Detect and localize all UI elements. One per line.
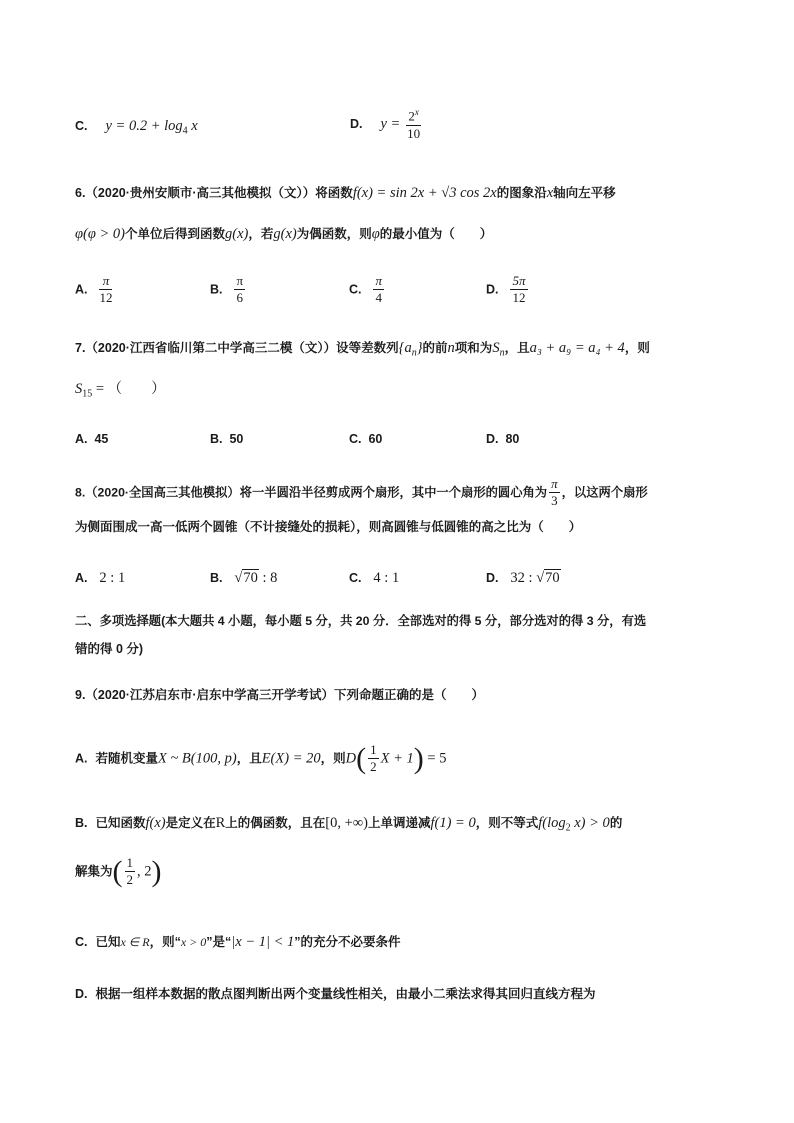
math-interval: [0, +∞)	[325, 815, 368, 831]
question-text: 的最小值为（ ）	[379, 227, 493, 241]
math-subscript: 2	[565, 822, 571, 834]
math-fraction	[373, 273, 384, 307]
fraction-numerator: 5π	[510, 273, 527, 290]
option-label: A.	[75, 282, 88, 297]
option-label: B.	[210, 571, 223, 585]
math-subscript: n	[411, 347, 417, 359]
q7-option-a	[75, 432, 108, 446]
option-text: 已知函数	[95, 816, 146, 830]
section-heading: 二、多项选择题(本大题共 4 小题，每小题 5 分，共 20 分．全部选对的得 5 分，部分选对的得 3 分，有选	[75, 614, 647, 628]
q9-stem: 9.（2020·江苏启东市·启东中学高三开学考试）下列命题正确的是（ ）	[75, 688, 485, 702]
option-text: ，则不等式	[475, 816, 539, 830]
option-text: ，则	[320, 751, 346, 766]
math-expression: g(x)	[225, 226, 249, 242]
option-text: 若随机变量	[95, 751, 158, 766]
sqrt-radicand: 70	[243, 570, 258, 586]
math-expression: E(X) = 20	[261, 750, 321, 767]
fraction-denominator: 2	[126, 872, 134, 888]
sqrt-radicand: 70	[545, 570, 560, 586]
q7-option-c	[349, 432, 382, 446]
q9-option-c	[75, 935, 401, 950]
option-label: A.	[75, 751, 88, 766]
option-label: C.	[349, 432, 362, 446]
option-label: A.	[75, 571, 88, 585]
left-paren: (	[112, 854, 123, 888]
math-expression: x) > 0	[570, 815, 610, 831]
q8-stem-line2: 为侧面围成一高一低两个圆锥（不计接缝处的损耗），则高圆锥与低圆锥的高之比为（ ）	[75, 520, 582, 534]
question-title: 6.（2020·贵州安顺市·高三其他模拟（文））将函数	[75, 186, 353, 200]
math-fraction	[368, 742, 379, 776]
option-text: ，且	[236, 751, 262, 766]
question-text: 为偶函数，则	[296, 227, 372, 241]
question-title: 8.（2020·全国高三其他模拟）将一半圆沿半径剪成两个扇形，其中一个扇形的圆心角为	[75, 485, 548, 500]
option-label: B.	[75, 816, 88, 830]
q9-option-a	[75, 742, 446, 776]
q5-option-d	[350, 107, 423, 142]
math-expression: f(x)	[145, 815, 166, 831]
q7-option-b	[210, 432, 243, 446]
q6-stem-line2	[75, 227, 492, 242]
math-expression: |x − 1| < 1	[231, 934, 295, 950]
option-label: A.	[75, 432, 88, 446]
option-label: C.	[349, 571, 362, 585]
option-text: ”的充分不必要条件	[294, 935, 401, 949]
math-expression: x	[187, 118, 198, 134]
option-text: 2 : 1	[99, 570, 126, 586]
option-text: 4 : 1	[373, 570, 400, 586]
fraction-numerator: 1	[125, 855, 136, 872]
math-expression: φ(φ > 0)	[75, 226, 125, 242]
fraction-numerator: 2	[408, 108, 415, 124]
math-subscript: 4	[182, 125, 188, 137]
math-expression: }	[416, 340, 423, 356]
math-variable: S	[492, 340, 500, 356]
math-fraction	[125, 855, 136, 889]
math-expression: x > 0	[180, 935, 207, 949]
option-text: 60	[368, 432, 383, 446]
option-label: D.	[350, 116, 363, 131]
left-paren: (	[356, 741, 367, 775]
fraction-denominator: 12	[99, 290, 113, 306]
math-expression: , 2	[137, 863, 152, 880]
q8-option-a	[75, 570, 125, 587]
math-set: R	[215, 815, 226, 831]
q8-option-d	[486, 570, 561, 587]
math-expression: a₃ + a₉ = a₄ + 4	[529, 340, 625, 356]
option-text: 根据一组样本数据的散点图判断出两个变量线性相关，由最小二乘法求得其回归直线方程为	[95, 987, 596, 1001]
math-fraction	[549, 476, 560, 510]
math-expression: g(x)	[273, 226, 297, 242]
math-fraction	[406, 107, 421, 142]
question-text: ，若	[248, 227, 274, 241]
question-text: 的图象沿	[496, 186, 547, 200]
math-expression: X ~ B(100, p)	[157, 750, 237, 767]
q6-option-b	[210, 273, 247, 307]
right-paren: )	[413, 741, 424, 775]
option-label: C.	[349, 282, 362, 297]
option-label: B.	[210, 282, 223, 297]
math-subscript: n	[499, 347, 505, 359]
question-text: ，且	[504, 341, 530, 355]
fraction-denominator: 12	[512, 290, 526, 306]
math-subscript: 15	[82, 388, 93, 400]
option-text: 50	[229, 432, 244, 446]
q8-option-b	[210, 570, 277, 587]
option-text: 已知	[95, 935, 121, 949]
sqrt-symbol: √	[536, 570, 545, 586]
sqrt-symbol: √	[234, 570, 243, 586]
option-label: D.	[486, 571, 499, 585]
option-text: 80	[505, 432, 520, 446]
option-text: 上的偶函数，且在	[225, 816, 326, 830]
option-label: D.	[486, 282, 499, 297]
q9-option-b-line2	[75, 855, 162, 889]
question-text: = （ ）	[92, 381, 166, 397]
question-text: 项和为	[454, 341, 493, 355]
q9-option-d	[75, 988, 595, 1001]
option-label: C.	[75, 935, 88, 949]
option-text: 是定义在	[165, 816, 216, 830]
section-heading-cont: 错的得 0 分)	[75, 642, 144, 656]
fraction-denominator: 4	[375, 290, 382, 306]
q7-stem-line2	[75, 382, 166, 400]
fraction-numerator: 1	[368, 742, 379, 759]
fraction-numerator: π	[99, 273, 112, 290]
math-variable: S	[75, 381, 83, 397]
q6-stem-line1	[75, 186, 616, 201]
option-text: 的	[609, 816, 623, 830]
option-text: 45	[94, 432, 109, 446]
option-label: D.	[75, 987, 88, 1001]
fraction-numerator: π	[234, 273, 245, 290]
q7-option-d	[486, 432, 519, 446]
q7-stem-line1	[75, 341, 650, 359]
math-expression: {a	[398, 340, 412, 356]
math-variable: x	[546, 185, 554, 201]
question-text: 个单位后得到函数	[125, 227, 226, 241]
math-expression: f(1) = 0	[430, 815, 476, 831]
question-text: ，以这两个扇形	[561, 485, 648, 500]
math-expression: x ∈ R	[120, 935, 150, 949]
question-text: 的前	[422, 341, 448, 355]
math-superscript: x	[414, 107, 419, 117]
q8-stem-line1	[75, 476, 648, 510]
q5-option-c	[75, 119, 198, 137]
math-variable: φ	[371, 226, 380, 242]
math-expression: y =	[380, 115, 401, 132]
math-fraction	[99, 273, 112, 307]
fraction-denominator: 2	[370, 759, 377, 775]
q6-option-d	[486, 273, 530, 307]
math-expression: y = 0.2 + log	[105, 118, 183, 134]
fraction-numerator: π	[549, 476, 560, 493]
option-text: 解集为	[75, 864, 113, 879]
math-expression: = 5	[423, 750, 447, 767]
option-text: ，则“	[149, 935, 181, 949]
option-text: ”是“	[206, 935, 232, 949]
option-text: : 8	[258, 570, 278, 586]
option-text: 32 :	[510, 570, 537, 586]
q9-option-b-line1	[75, 816, 622, 834]
q8-option-c	[349, 570, 399, 587]
fraction-denominator: 3	[551, 493, 558, 509]
math-expression: f(log	[538, 815, 566, 831]
q6-option-c	[349, 273, 386, 307]
option-label: B.	[210, 432, 223, 446]
math-fraction	[234, 273, 245, 307]
right-paren: )	[151, 854, 162, 888]
option-label: D.	[486, 432, 499, 446]
question-text: ，则	[624, 341, 650, 355]
math-variable: D	[345, 750, 357, 767]
option-label: C.	[75, 119, 88, 133]
math-fraction	[510, 273, 527, 307]
math-expression: X + 1	[380, 750, 414, 767]
question-title: 7.（2020·江西省临川第二中学高三二模（文））设等差数列	[75, 341, 399, 355]
option-text: 上单调递减	[367, 816, 431, 830]
fraction-numerator: π	[373, 273, 384, 290]
fraction-denominator: 6	[236, 290, 244, 306]
math-expression: f(x) = sin 2x + √3 cos 2x	[352, 185, 497, 201]
fraction-denominator: 10	[407, 125, 421, 141]
math-variable: n	[447, 340, 455, 356]
q6-option-a	[75, 273, 114, 307]
question-text: 轴向左平移	[553, 186, 616, 200]
